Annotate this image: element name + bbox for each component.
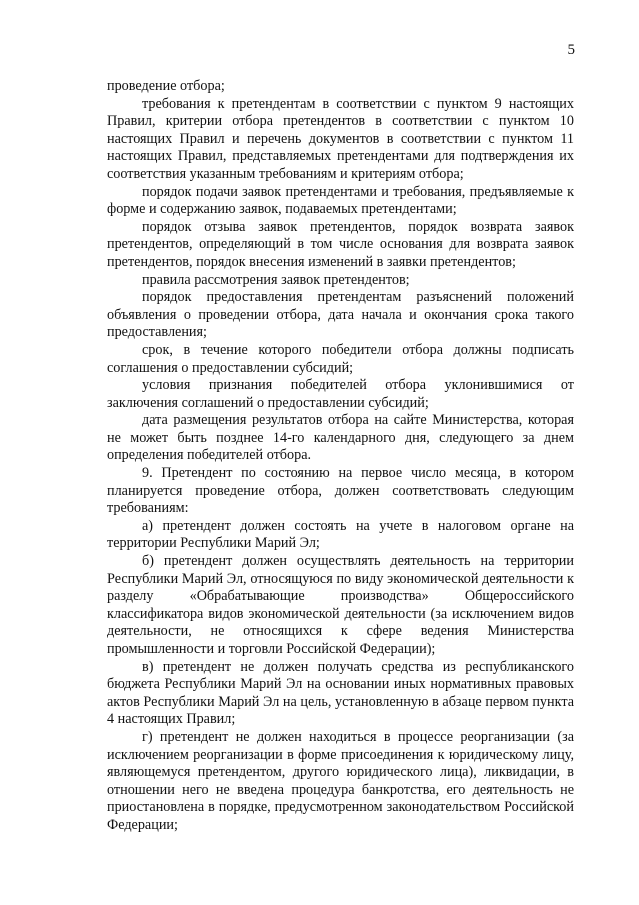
- paragraph: проведение отбора;: [107, 78, 225, 94]
- paragraph: срок, в течение которого победители отбора должны подписать соглашения о предоставлении субсидий;: [107, 341, 574, 376]
- paragraph: правила рассмотрения заявок претендентов;: [142, 271, 410, 288]
- paragraph: условия признания победителей отбора уклонившимися от заключения соглашений о предоставлении субсидий;: [107, 377, 574, 411]
- page-number: 5: [567, 42, 575, 58]
- paragraph: б) претендент должен осуществлять деятельность на территории Республики Марий Эл, относящуюся по виду экономической деятельности к разделу «Обрабатывающие производства» Общероссийского классификатора видов экономической деятельности (за исключением видов деятельности, не относящихся к сфере ведения Министерства промышленности и торговли Российской Федерации);: [107, 553, 574, 657]
- paragraph: порядок отзыва заявок претендентов, порядок возврата заявок претендентов, определяющий в том числе основания для возврата заявок претендентов, порядок внесения изменений в заявки претендентов;: [107, 218, 574, 270]
- document-body: [107, 78, 574, 835]
- paragraph: требования к претендентам в соответствии с пунктом 9 настоящих Правил, критерии отбора претендентов в соответствии с пунктом 10 настоящих Правил и перечень документов в соответствии с пунктом 11 настоящих Правил, представляемых претендентами для подтверждения их соответствия указанным требованиям и критериям отбора;: [107, 95, 574, 182]
- paragraph: а) претендент должен состоять на учете в налоговом органе на территории Республики Марий Эл;: [107, 517, 574, 552]
- paragraph: 9. Претендент по состоянию на первое число месяца, в котором планируется проведение отбора, должен соответствовать следующим требованиям:: [107, 465, 574, 517]
- paragraph: порядок подачи заявок претендентами и требования, предъявляемые к форме и содержанию заявок, подаваемых претендентами;: [107, 183, 574, 218]
- paragraph: порядок предоставления претендентам разъяснений положений объявления о проведении отбора, дата начала и окончания срока такого предоставления;: [107, 289, 574, 341]
- paragraph: дата размещения результатов отбора на сайте Министерства, которая не может быть позднее 14-го календарного дня, следующего за днем определения победителей отбора.: [107, 412, 574, 464]
- paragraph: в) претендент не должен получать средства из республиканского бюджета Республики Марий Эл на основании иных нормативных правовых актов Республики Марий Эл на цель, установленную в абзаце первом пункта 4 настоящих Правил;: [107, 658, 574, 728]
- paragraph: г) претендент не должен находиться в процессе реорганизации (за исключением реорганизации в форме присоединения к юридическому лицу, являющемуся претендентом, другого юридического лица), ликвидации, в отношении него не введена процедура банкротства, его деятельность не приостановлена в порядке, предусмотренном законодательством Российской Федерации;: [107, 728, 574, 833]
